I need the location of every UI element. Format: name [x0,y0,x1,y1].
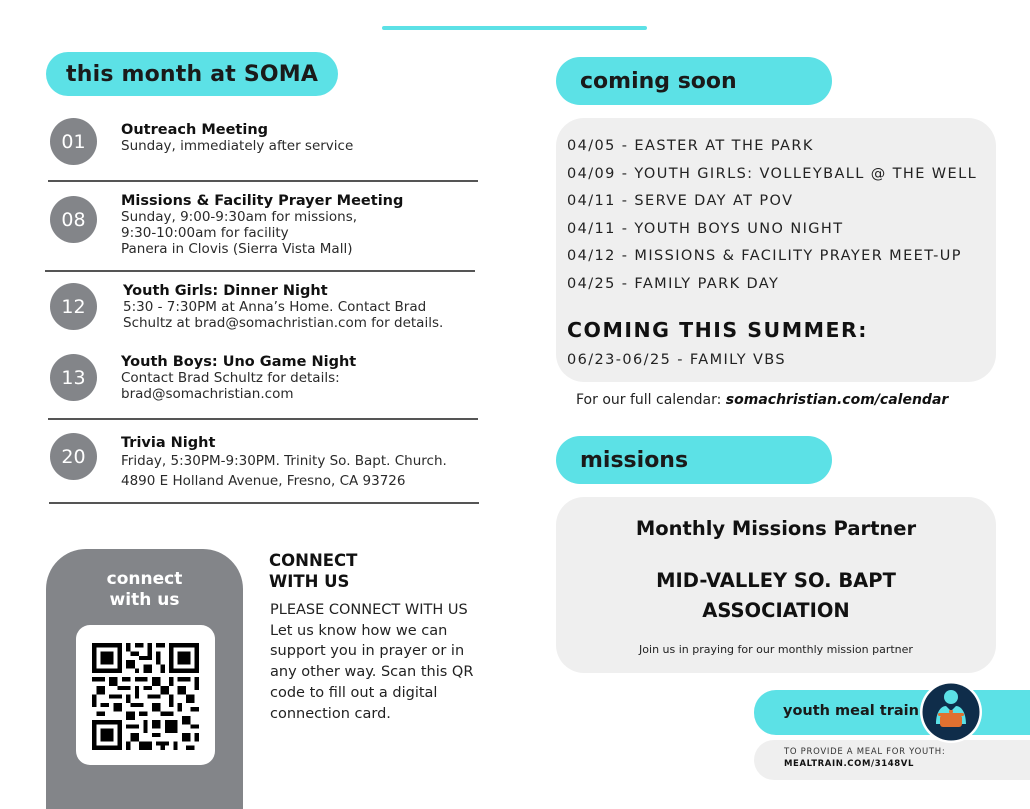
top-accent-rule [382,26,647,30]
coming-soon-item: 04/25 - FAMILY PARK DAY [567,275,780,292]
divider [49,502,479,504]
calendar-link[interactable]: somachristian.com/calendar [725,392,949,408]
event-description: 5:30 - 7:30PM at Anna’s Home. Contact Brad Schultz at brad@somachristian.com for details. [123,299,444,331]
coming-soon-item: 04/11 - YOUTH BOYS UNO NIGHT [567,220,844,237]
event-title: Youth Girls: Dinner Night [123,283,328,299]
missions-partner-name: MID-VALLEY SO. BAPT ASSOCIATION [656,569,896,622]
event-title: Outreach Meeting [121,122,269,138]
event-day-badge: 12 [50,283,97,330]
coming-soon-list [567,133,997,299]
meal-train-line1: TO PROVIDE A MEAL FOR YOUTH: [784,747,946,757]
event-title: Trivia Night [121,435,216,451]
calendar-note [576,392,948,408]
missions-note: Join us in praying for our monthly mission partner [639,643,913,656]
event-title: Youth Boys: Uno Game Night [121,354,357,370]
event-title: Missions & Facility Prayer Meeting [121,193,404,209]
event-day-badge: 13 [50,354,97,401]
connect-body: PLEASE CONNECT WITH US Let us know how we can support you in prayer or in any other way. Scan this QR code to fill out a digital connection card. [270,602,474,722]
event-day-badge: 20 [50,433,97,480]
coming-soon-item: 04/09 - YOUTH GIRLS: VOLLEYBALL @ THE WELL [567,165,978,182]
connect-panel-label: connect with us [106,569,183,610]
event-description: Contact Brad Schultz for details: brad@somachristian.com [121,370,340,402]
summer-heading: COMING THIS SUMMER: [567,318,868,342]
coming-soon-item: 04/12 - MISSIONS & FACILITY PRAYER MEET-UP [567,248,962,265]
calendar-note-prefix: For our full calendar: [576,392,726,408]
meal-train-link[interactable]: MEALTRAIN.COM/3148VL [784,759,914,769]
summer-item: 06/23-06/25 - FAMILY VBS [567,352,787,368]
event-day-badge: 01 [50,118,97,165]
divider [48,418,478,420]
missions-heading: missions [556,436,832,484]
this-month-heading: this month at SOMA [46,52,338,96]
coming-soon-item: 04/11 - SERVE DAY AT POV [567,193,794,210]
connect-heading: CONNECT WITH US [269,551,358,591]
event-description: Sunday, immediately after service [121,138,354,154]
event-day-badge: 08 [50,196,97,243]
meal-train-person-pot-icon [919,680,983,744]
missions-partner-heading: Monthly Missions Partner [635,517,917,540]
divider [48,180,478,182]
coming-soon-heading: coming soon [556,57,832,105]
coming-soon-item: 04/05 - EASTER AT THE PARK [567,138,814,154]
divider [45,270,475,272]
meal-train-label: youth meal train [783,703,919,719]
qr-code-icon[interactable] [92,643,199,750]
event-description: Friday, 5:30PM-9:30PM. Trinity So. Bapt. Church. 4890 E Holland Avenue, Fresno, CA 93726 [121,453,447,489]
event-description: Sunday, 9:00-9:30am for missions, 9:30-10:00am for facility Panera in Clovis (Sierra Vista Mall) [121,209,358,257]
